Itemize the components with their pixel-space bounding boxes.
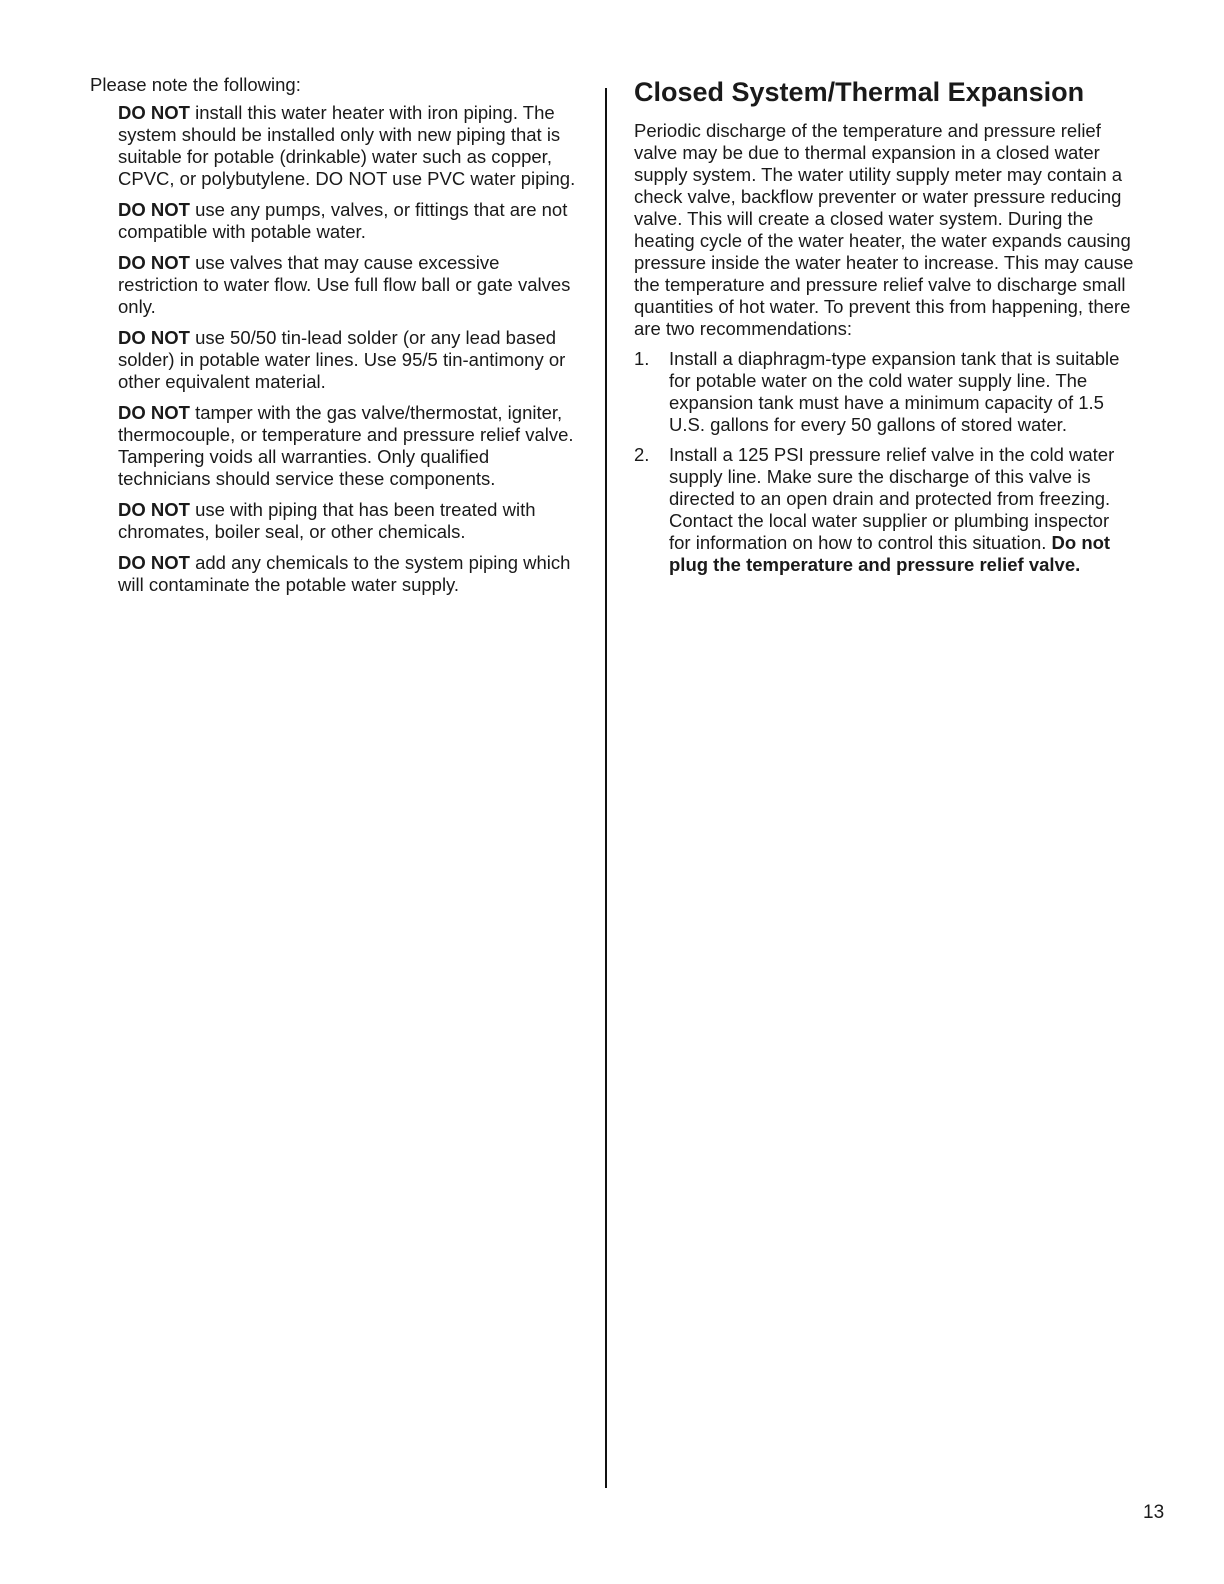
note-text: use with piping that has been treated with chromates, boiler seal, or other chemicals. — [118, 499, 536, 542]
note-lead: DO NOT — [118, 402, 190, 423]
note-item — [118, 252, 580, 318]
list-number: 2. — [634, 444, 650, 465]
recommendation-list — [634, 348, 1134, 576]
note-item — [118, 199, 580, 243]
note-item — [118, 402, 580, 490]
page-number: 13 — [1143, 1502, 1165, 1523]
note-item — [118, 499, 580, 543]
list-item — [634, 444, 1134, 576]
note-text: tamper with the gas valve/thermostat, igniter, thermocouple, or temperature and pressure relief valve. Tampering voids all warranties. Only qualified technicians should service these components. — [118, 402, 574, 489]
note-text: add any chemicals to the system piping which will contaminate the potable water supply. — [118, 552, 571, 595]
note-item — [118, 327, 580, 393]
note-text: use valves that may cause excessive restriction to water flow. Use full flow ball or gate valves only. — [118, 252, 571, 317]
left-column — [90, 74, 580, 605]
intro-text: Please note the following: — [90, 74, 301, 95]
note-item — [118, 552, 580, 596]
note-text: install this water heater with iron piping. The system should be installed only with new piping that is suitable for potable (drinkable) water such as copper, CPVC, or polybutylene. DO NOT use PVC water piping. — [118, 102, 576, 189]
section-paragraph: Periodic discharge of the temperature and pressure relief valve may be due to thermal expansion in a closed water supply system. The water utility supply meter may contain a check valve, backflow preventer or water pressure reducing valve. This will create a closed water system. During the heating cycle of the water heater, the water expands causing pressure inside the water heater to increase. This may cause the temperature and pressure relief valve to discharge small quantities of hot water. To prevent this from happening, there are two recommendations: — [634, 120, 1134, 339]
section-heading: Closed System/Thermal Expansion — [634, 77, 1085, 107]
note-lead: DO NOT — [118, 552, 190, 573]
note-lead: DO NOT — [118, 102, 190, 123]
note-lead: DO NOT — [118, 252, 190, 273]
list-text: Install a 125 PSI pressure relief valve in the cold water supply line. Make sure the discharge of this valve is directed to an open drain and protected from freezing. Contact the local water supplier or plumbing inspector for information on how to control this situation. — [669, 444, 1115, 553]
list-number: 1. — [634, 348, 650, 369]
list-text: Install a diaphragm-type expansion tank that is suitable for potable water on the cold water supply line. The expansion tank must have a minimum capacity of 1.5 U.S. gallons for every 50 gallons of stored water. — [669, 348, 1120, 435]
note-item — [118, 102, 580, 190]
note-lead: DO NOT — [118, 327, 190, 348]
column-divider — [605, 88, 607, 1488]
list-item — [634, 348, 1134, 436]
note-text: use any pumps, valves, or fittings that are not compatible with potable water. — [118, 199, 568, 242]
note-lead: DO NOT — [118, 499, 190, 520]
note-lead: DO NOT — [118, 199, 190, 220]
note-text: use 50/50 tin-lead solder (or any lead based solder) in potable water lines. Use 95/5 tin-antimony or other equivalent material. — [118, 327, 566, 392]
right-column — [634, 76, 1134, 584]
warning-text: Do not plug the temperature and pressure relief valve. — [669, 532, 1111, 575]
